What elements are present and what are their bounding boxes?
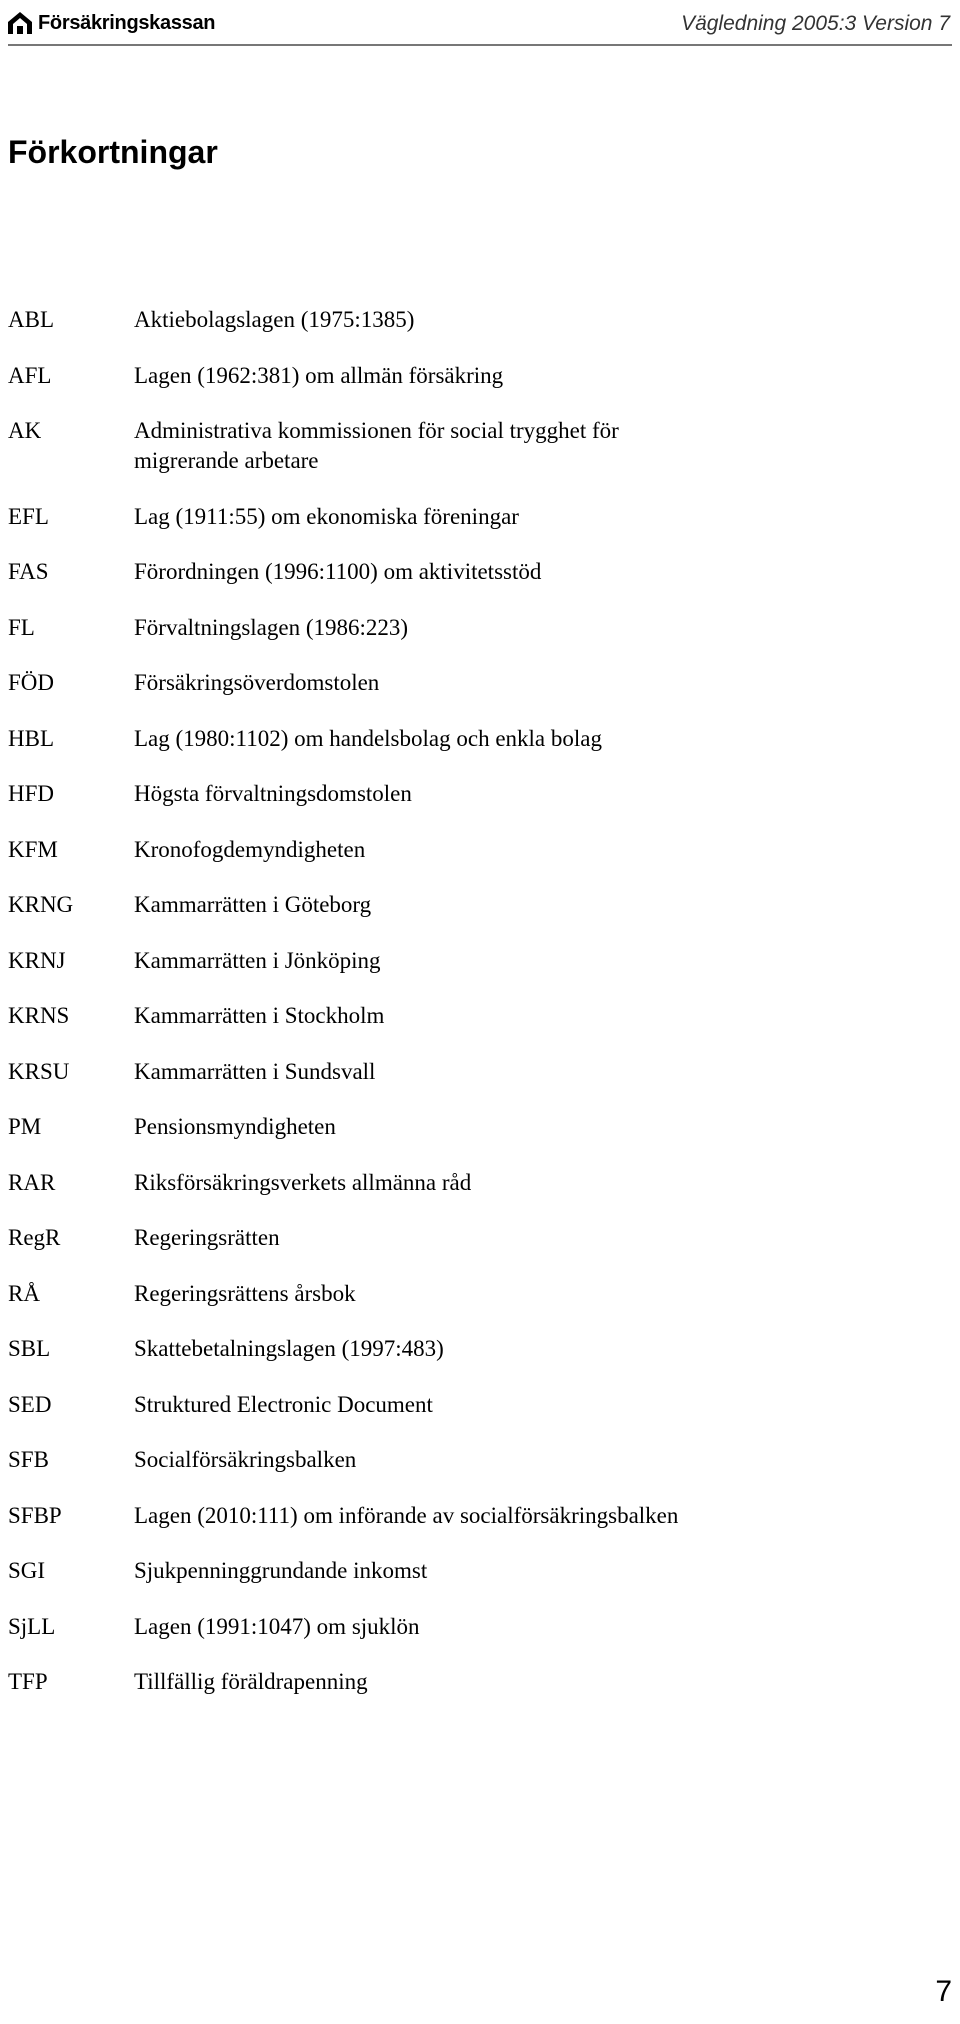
abbreviation-row	[8, 502, 908, 532]
abbreviation-row	[8, 668, 908, 698]
abbreviation-row	[8, 890, 908, 920]
abbreviation-description: Administrativa kommissionen för social trygghet för migrerande arbetare	[134, 418, 619, 473]
abbreviation-row	[8, 1390, 908, 1420]
abbreviation-description: Förordningen (1996:1100) om aktivitetsstöd	[134, 559, 542, 584]
abbreviation-row	[8, 1057, 908, 1087]
abbreviation-code: SGI	[8, 1558, 46, 1583]
abbreviation-code: SjLL	[8, 1613, 56, 1639]
abbreviation-description: Kammarrätten i Göteborg	[134, 892, 372, 917]
logo	[8, 8, 215, 38]
abbreviation-code: FAS	[8, 559, 49, 584]
abbreviation-description: Sjukpenninggrundande inkomst	[134, 1558, 428, 1583]
abbreviation-description: Riksförsäkringsverkets allmänna råd	[134, 1169, 472, 1195]
abbreviation-row	[8, 1334, 908, 1364]
abbreviation-list	[8, 305, 908, 1723]
abbreviation-row	[8, 416, 908, 476]
abbreviation-code: AFL	[8, 362, 52, 388]
abbreviation-code: RegR	[8, 1225, 61, 1250]
abbreviation-code: RÅ	[8, 1280, 40, 1306]
abbreviation-code: SBL	[8, 1336, 51, 1361]
abbreviation-description: Struktured Electronic Document	[134, 1391, 433, 1417]
abbreviation-row	[8, 1001, 908, 1031]
page-number: 7	[935, 1975, 952, 2008]
abbreviation-description: Socialförsäkringsbalken	[134, 1447, 357, 1472]
abbreviation-description: Regeringsrättens årsbok	[134, 1280, 356, 1306]
abbreviation-row	[8, 1168, 908, 1198]
abbreviation-code: SED	[8, 1391, 52, 1417]
abbreviation-row	[8, 779, 908, 809]
abbreviation-description: Tillfällig föräldrapenning	[134, 1669, 368, 1694]
abbreviation-code: SFBP	[8, 1502, 62, 1528]
abbreviation-code: FÖD	[8, 670, 55, 695]
abbreviation-row	[8, 1112, 908, 1142]
abbreviation-code: KRNS	[8, 1003, 70, 1028]
abbreviation-description: Lagen (1962:381) om allmän försäkring	[134, 362, 504, 388]
abbreviation-description: Kronofogdemyndigheten	[134, 836, 366, 862]
abbreviation-description: Lagen (1991:1047) om sjuklön	[134, 1613, 420, 1639]
abbreviation-row	[8, 1556, 908, 1586]
abbreviation-code: RAR	[8, 1169, 56, 1195]
abbreviation-code: FL	[8, 614, 35, 640]
abbreviation-code: ABL	[8, 307, 54, 332]
abbreviation-description: Pensionsmyndigheten	[134, 1114, 336, 1139]
abbreviation-row	[8, 835, 908, 865]
abbreviation-row	[8, 1223, 908, 1253]
abbreviation-description: Lagen (2010:111) om införande av socialförsäkringsbalken	[134, 1502, 679, 1528]
abbreviation-description: Försäkringsöverdomstolen	[134, 670, 380, 695]
abbreviation-description: Skattebetalningslagen (1997:483)	[134, 1336, 444, 1361]
abbreviation-code: HFD	[8, 781, 55, 806]
abbreviation-description: Kammarrätten i Stockholm	[134, 1003, 385, 1028]
abbreviation-description: Lag (1911:55) om ekonomiska föreningar	[134, 503, 519, 529]
abbreviation-row	[8, 1612, 908, 1642]
abbreviation-description: Kammarrätten i Sundsvall	[134, 1058, 376, 1084]
house-icon	[8, 12, 32, 34]
abbreviation-description: Aktiebolagslagen (1975:1385)	[134, 307, 415, 332]
logo-text: Försäkringskassan	[38, 11, 216, 34]
abbreviation-row	[8, 1501, 908, 1531]
abbreviation-code: KRNG	[8, 892, 74, 917]
page-header	[8, 8, 952, 46]
abbreviation-code: KFM	[8, 836, 58, 862]
abbreviation-description: Förvaltningslagen (1986:223)	[134, 614, 409, 640]
abbreviation-description: Högsta förvaltningsdomstolen	[134, 781, 412, 806]
abbreviation-code: KRNJ	[8, 947, 66, 973]
abbreviation-row	[8, 305, 908, 335]
abbreviation-code: AK	[8, 418, 42, 443]
abbreviation-row	[8, 1445, 908, 1475]
abbreviation-code: SFB	[8, 1447, 49, 1472]
abbreviation-row	[8, 613, 908, 643]
document-version: Vägledning 2005:3 Version 7	[681, 12, 950, 35]
abbreviation-description: Kammarrätten i Jönköping	[134, 947, 381, 973]
abbreviation-code: EFL	[8, 503, 49, 529]
page-title: Förkortningar	[8, 134, 218, 170]
abbreviation-code: PM	[8, 1114, 42, 1139]
abbreviation-description: Regeringsrätten	[134, 1225, 280, 1250]
abbreviation-code: KRSU	[8, 1058, 70, 1084]
abbreviation-code: HBL	[8, 725, 54, 751]
abbreviation-row	[8, 946, 908, 976]
abbreviation-row	[8, 557, 908, 587]
abbreviation-code: TFP	[8, 1669, 48, 1694]
abbreviation-row	[8, 1279, 908, 1309]
abbreviation-row	[8, 361, 908, 391]
abbreviation-row	[8, 1667, 908, 1697]
abbreviation-description: Lag (1980:1102) om handelsbolag och enkla bolag	[134, 725, 602, 751]
abbreviation-row	[8, 724, 908, 754]
